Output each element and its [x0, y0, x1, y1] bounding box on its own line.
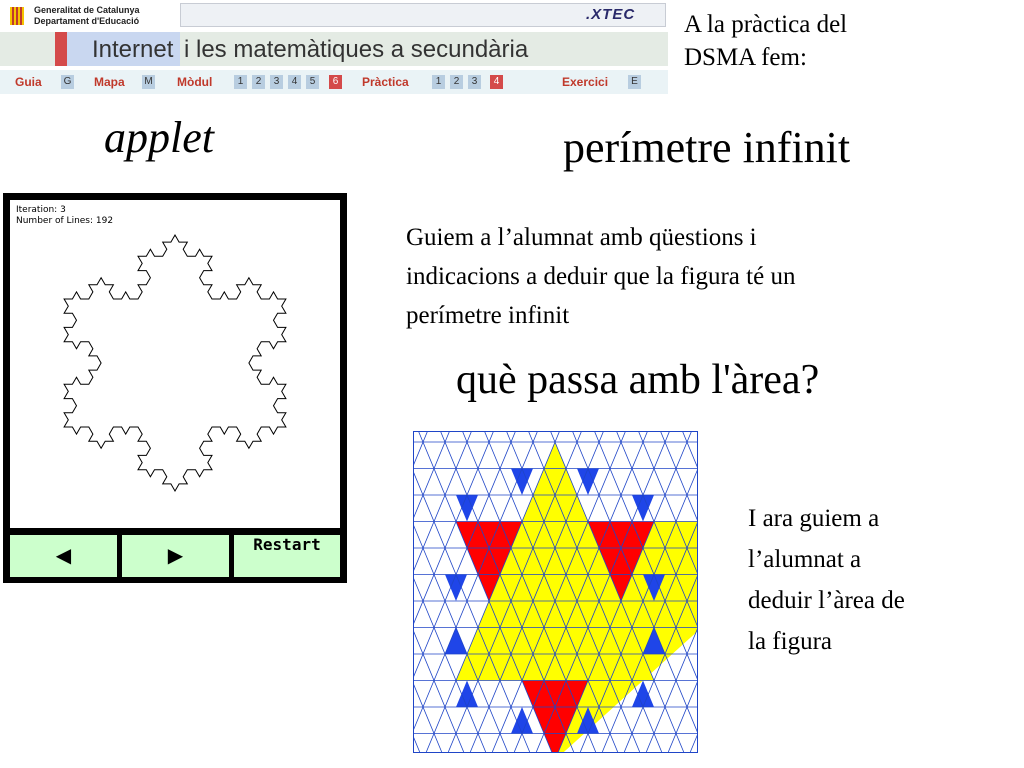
applet-canvas — [10, 200, 340, 528]
restart-button[interactable] — [234, 535, 340, 577]
blue-triangle — [456, 495, 478, 522]
restart-button-label: Restart — [253, 535, 321, 554]
previous-iteration-button[interactable] — [10, 535, 117, 577]
area-description-line-2: l’alumnat a — [748, 546, 862, 573]
nav-guia-link[interactable]: Guia — [15, 75, 42, 89]
practica-page-4[interactable]: 4 — [490, 75, 503, 89]
practica-page-2[interactable]: 2 — [450, 75, 463, 89]
next-iteration-button[interactable] — [122, 535, 229, 577]
modul-page-3[interactable]: 3 — [270, 75, 283, 89]
area-heading: què passa amb l'àrea? — [456, 357, 820, 403]
slide-intro-line-1: A la pràctica del — [684, 11, 848, 38]
grid-diagonal-line — [414, 432, 442, 752]
right-arrow-icon: ▶ — [167, 545, 184, 567]
koch-snowflake-applet — [3, 193, 347, 583]
header-banner — [0, 0, 668, 96]
blue-triangle — [445, 575, 467, 602]
perimeter-description — [406, 218, 966, 335]
xtec-logo[interactable]: .XTEC — [586, 6, 636, 23]
iteration-label: Iteration: 3 — [16, 205, 66, 215]
area-description — [748, 498, 1008, 662]
site-title-internet: Internet — [92, 36, 174, 63]
nav-exercici-link[interactable]: Exercici — [562, 75, 609, 89]
modul-page-4[interactable]: 4 — [288, 75, 301, 89]
nav-exercici-key[interactable]: E — [628, 75, 641, 89]
modul-page-1[interactable]: 1 — [234, 75, 247, 89]
slide-intro — [684, 8, 847, 74]
koch-snowflake-figure — [10, 200, 340, 528]
perimeter-description-line-3: perímetre infinit — [406, 302, 570, 329]
area-description-line-3: deduir l’àrea de — [748, 587, 905, 614]
triangle-grid-figure — [413, 431, 698, 753]
nav-practica-link[interactable]: Pràctica — [362, 75, 409, 89]
perimeter-description-line-2: indicacions a deduir que la figura té un — [406, 263, 796, 290]
nav-mapa-key[interactable]: M — [142, 75, 155, 89]
nav-mapa-link[interactable]: Mapa — [94, 75, 125, 89]
perimeter-heading: perímetre infinit — [563, 123, 851, 172]
blue-triangle — [456, 681, 478, 708]
nav-guia-key[interactable]: G — [61, 75, 74, 89]
modul-page-5[interactable]: 5 — [306, 75, 319, 89]
title-accent — [55, 32, 67, 66]
blue-triangle — [577, 469, 599, 496]
slide-intro-line-2: DSMA fem: — [684, 44, 807, 71]
site-title: i les matemàtiques a secundària — [184, 36, 529, 63]
generalitat-name: Generalitat de Catalunya — [34, 5, 140, 15]
applet-heading: applet — [104, 113, 214, 162]
department-name: Departament d'Educació — [34, 16, 140, 26]
perimeter-description-line-1: Guiem a l’alumnat amb qüestions i — [406, 224, 757, 251]
practica-page-1[interactable]: 1 — [432, 75, 445, 89]
modul-page-2[interactable]: 2 — [252, 75, 265, 89]
triangle-grid-canvas — [414, 432, 697, 752]
blue-triangle — [511, 469, 533, 496]
practica-page-3[interactable]: 3 — [468, 75, 481, 89]
generalitat-logo-icon — [10, 7, 24, 25]
blue-triangle — [632, 495, 654, 522]
grid-diagonal-line — [414, 432, 427, 752]
blue-triangle — [511, 707, 533, 734]
koch-snowflake-outline — [64, 235, 286, 491]
modul-page-6[interactable]: 6 — [329, 75, 342, 89]
blue-triangle — [445, 628, 467, 655]
line-count-label: Number of Lines: 192 — [16, 216, 114, 226]
area-description-line-1: I ara guiem a — [748, 505, 880, 532]
nav-modul-link[interactable]: Mòdul — [177, 75, 213, 89]
area-description-line-4: la figura — [748, 628, 832, 655]
left-arrow-icon: ◀ — [55, 545, 72, 567]
